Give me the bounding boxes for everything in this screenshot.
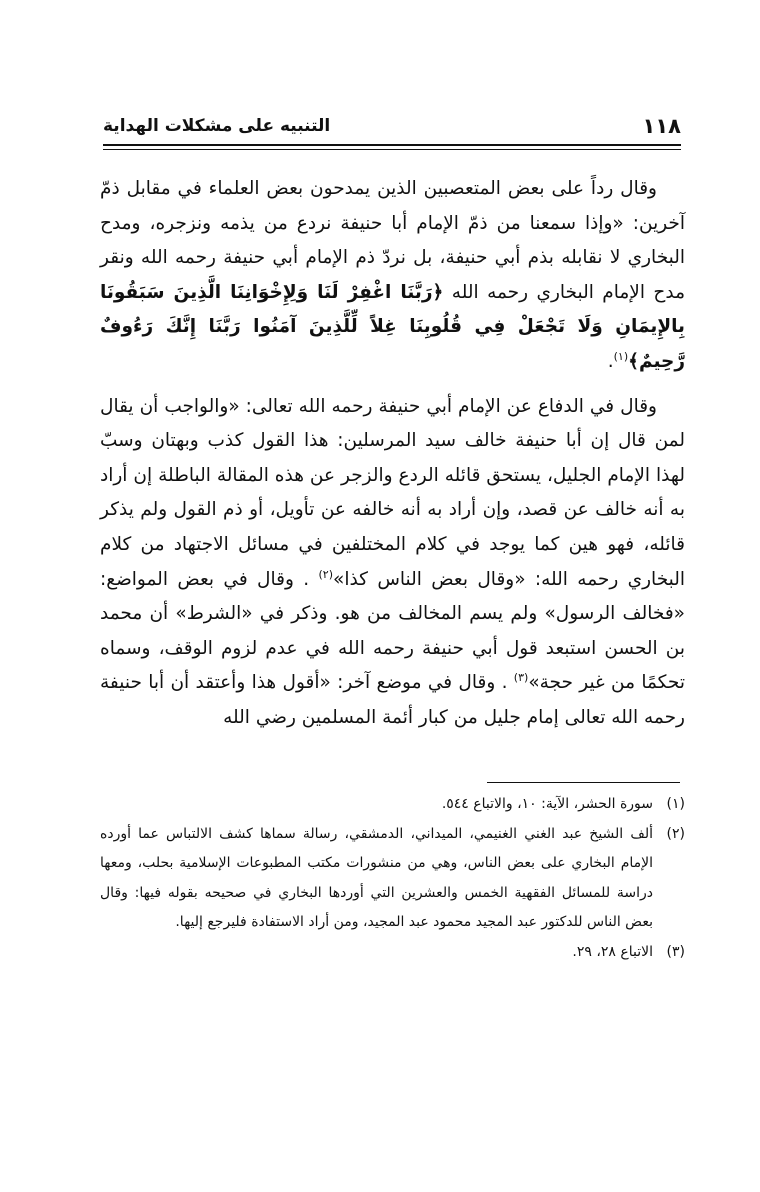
footnote-3 [100, 938, 685, 968]
footnote-number: (١) [666, 796, 685, 812]
footnote-number: (٢) [666, 825, 685, 842]
footnote-number: (٣) [666, 943, 685, 960]
header-rule-thin [103, 149, 681, 150]
footnote-text: الاتباع ٢٨، ٢٩. [572, 943, 653, 960]
main-text [100, 172, 685, 736]
quran-verse: ﴿رَبَّنَا اغْفِرْ لَنَا وَلِإِخْوَانِنَا الَّذِينَ سَبَقُونَا بِالإِيمَانِ وَلَا تَجْعَلْ فِي قُلُوبِنَا غِلاً لِّلَّذِينَ آمَنُوا رَبَّنَا إِنَّكَ رَءُوفٌ رَّحِيمٌ﴾ [100, 281, 685, 372]
footnote-separator [487, 782, 680, 783]
paragraph-2 [100, 390, 685, 736]
paragraph-2-part-2: . وقال في بعض المواضع: «فخالف الرسول» ولم يسم المخالف من هو. وذكر في «الشرط» أن محمد بن الحسن استبعد قول أبي حنيفة رحمه الله في عدم لزوم الوقف، وسماه تحكمًا من غير حجة» [100, 568, 685, 694]
paragraph-2-part-3: . وقال في موضع آخر: «أقول هذا وأعتقد أن أبا حنيفة رحمه الله تعالى إمام جليل من كبار أئمة المسلمين رضي الله [100, 672, 685, 728]
footnote-2 [100, 820, 685, 938]
footnote-ref-2: (٢) [318, 567, 333, 581]
paragraph-1-intro: وقال رداً على بعض المتعصبين الذين يمدحون بعض العلماء في مقابل ذمّ آخرين: «وإذا سمعنا من ذمّ الإمام أبا حنيفة نردع من يذمه ونزجره، ومدح البخاري لا نقابله بذم أبي حنيفة، بل نردّ ذم الإمام أبي حنيفة رحمه الله ونقر مدح الإمام البخاري رحمه الله [100, 178, 685, 303]
book-title: التنبيه على مشكلات الهداية [103, 116, 331, 136]
footnote-ref-1: (١) [613, 349, 629, 363]
page-number: ١١٨ [642, 114, 681, 138]
paragraph-1-end: . [607, 350, 614, 372]
header-rule-thick [103, 144, 681, 146]
footnote-ref-3: (٣) [513, 671, 529, 685]
footnote-text: ألف الشيخ عبد الغني الغنيمي، الميداني، الدمشقي، رسالة سماها كشف الالتباس عما أورده الإمام البخاري على بعض الناس، وهي من منشورات مكتب المطبوعات الإسلامية بحلب، ومعها دراسة للمسائل الفقهية الخمس والعشرين التي أوردها البخاري في صحيحه بقوله فيها: وقال بعض الناس للدكتور عبد المجيد محمود عبد المجيد، ومن أراد الاستفادة فليرجع إليها. [100, 825, 653, 931]
footnote-text: سورة الحشر، الآية: ١٠، والاتباع ٥٤٤. [441, 796, 653, 812]
paragraph-1 [100, 172, 685, 380]
paragraph-2-part-1: وقال في الدفاع عن الإمام أبي حنيفة رحمه الله تعالى: «والواجب أن يقال لمن قال إن أبا حنيفة خالف سيد المرسلين: هذا القول كذب وبهتان وسبّ لهذا الإمام الجليل، يستحق قائله الردع والزجر عن هذه المقالة الباطلة إن أراد به أنه خالف عن قصد، وإن أراد به أنه خالفه عن تأويل، أو ذم القول ولم يذكر قائله، فهو هين كما يوجد في كلام المختلفين في مسائل الاجتهاد من كلام البخاري رحمه الله: «وقال بعض الناس كذا» [100, 395, 685, 590]
footnotes [100, 790, 685, 968]
footnote-1 [100, 790, 685, 820]
running-header [103, 110, 681, 142]
